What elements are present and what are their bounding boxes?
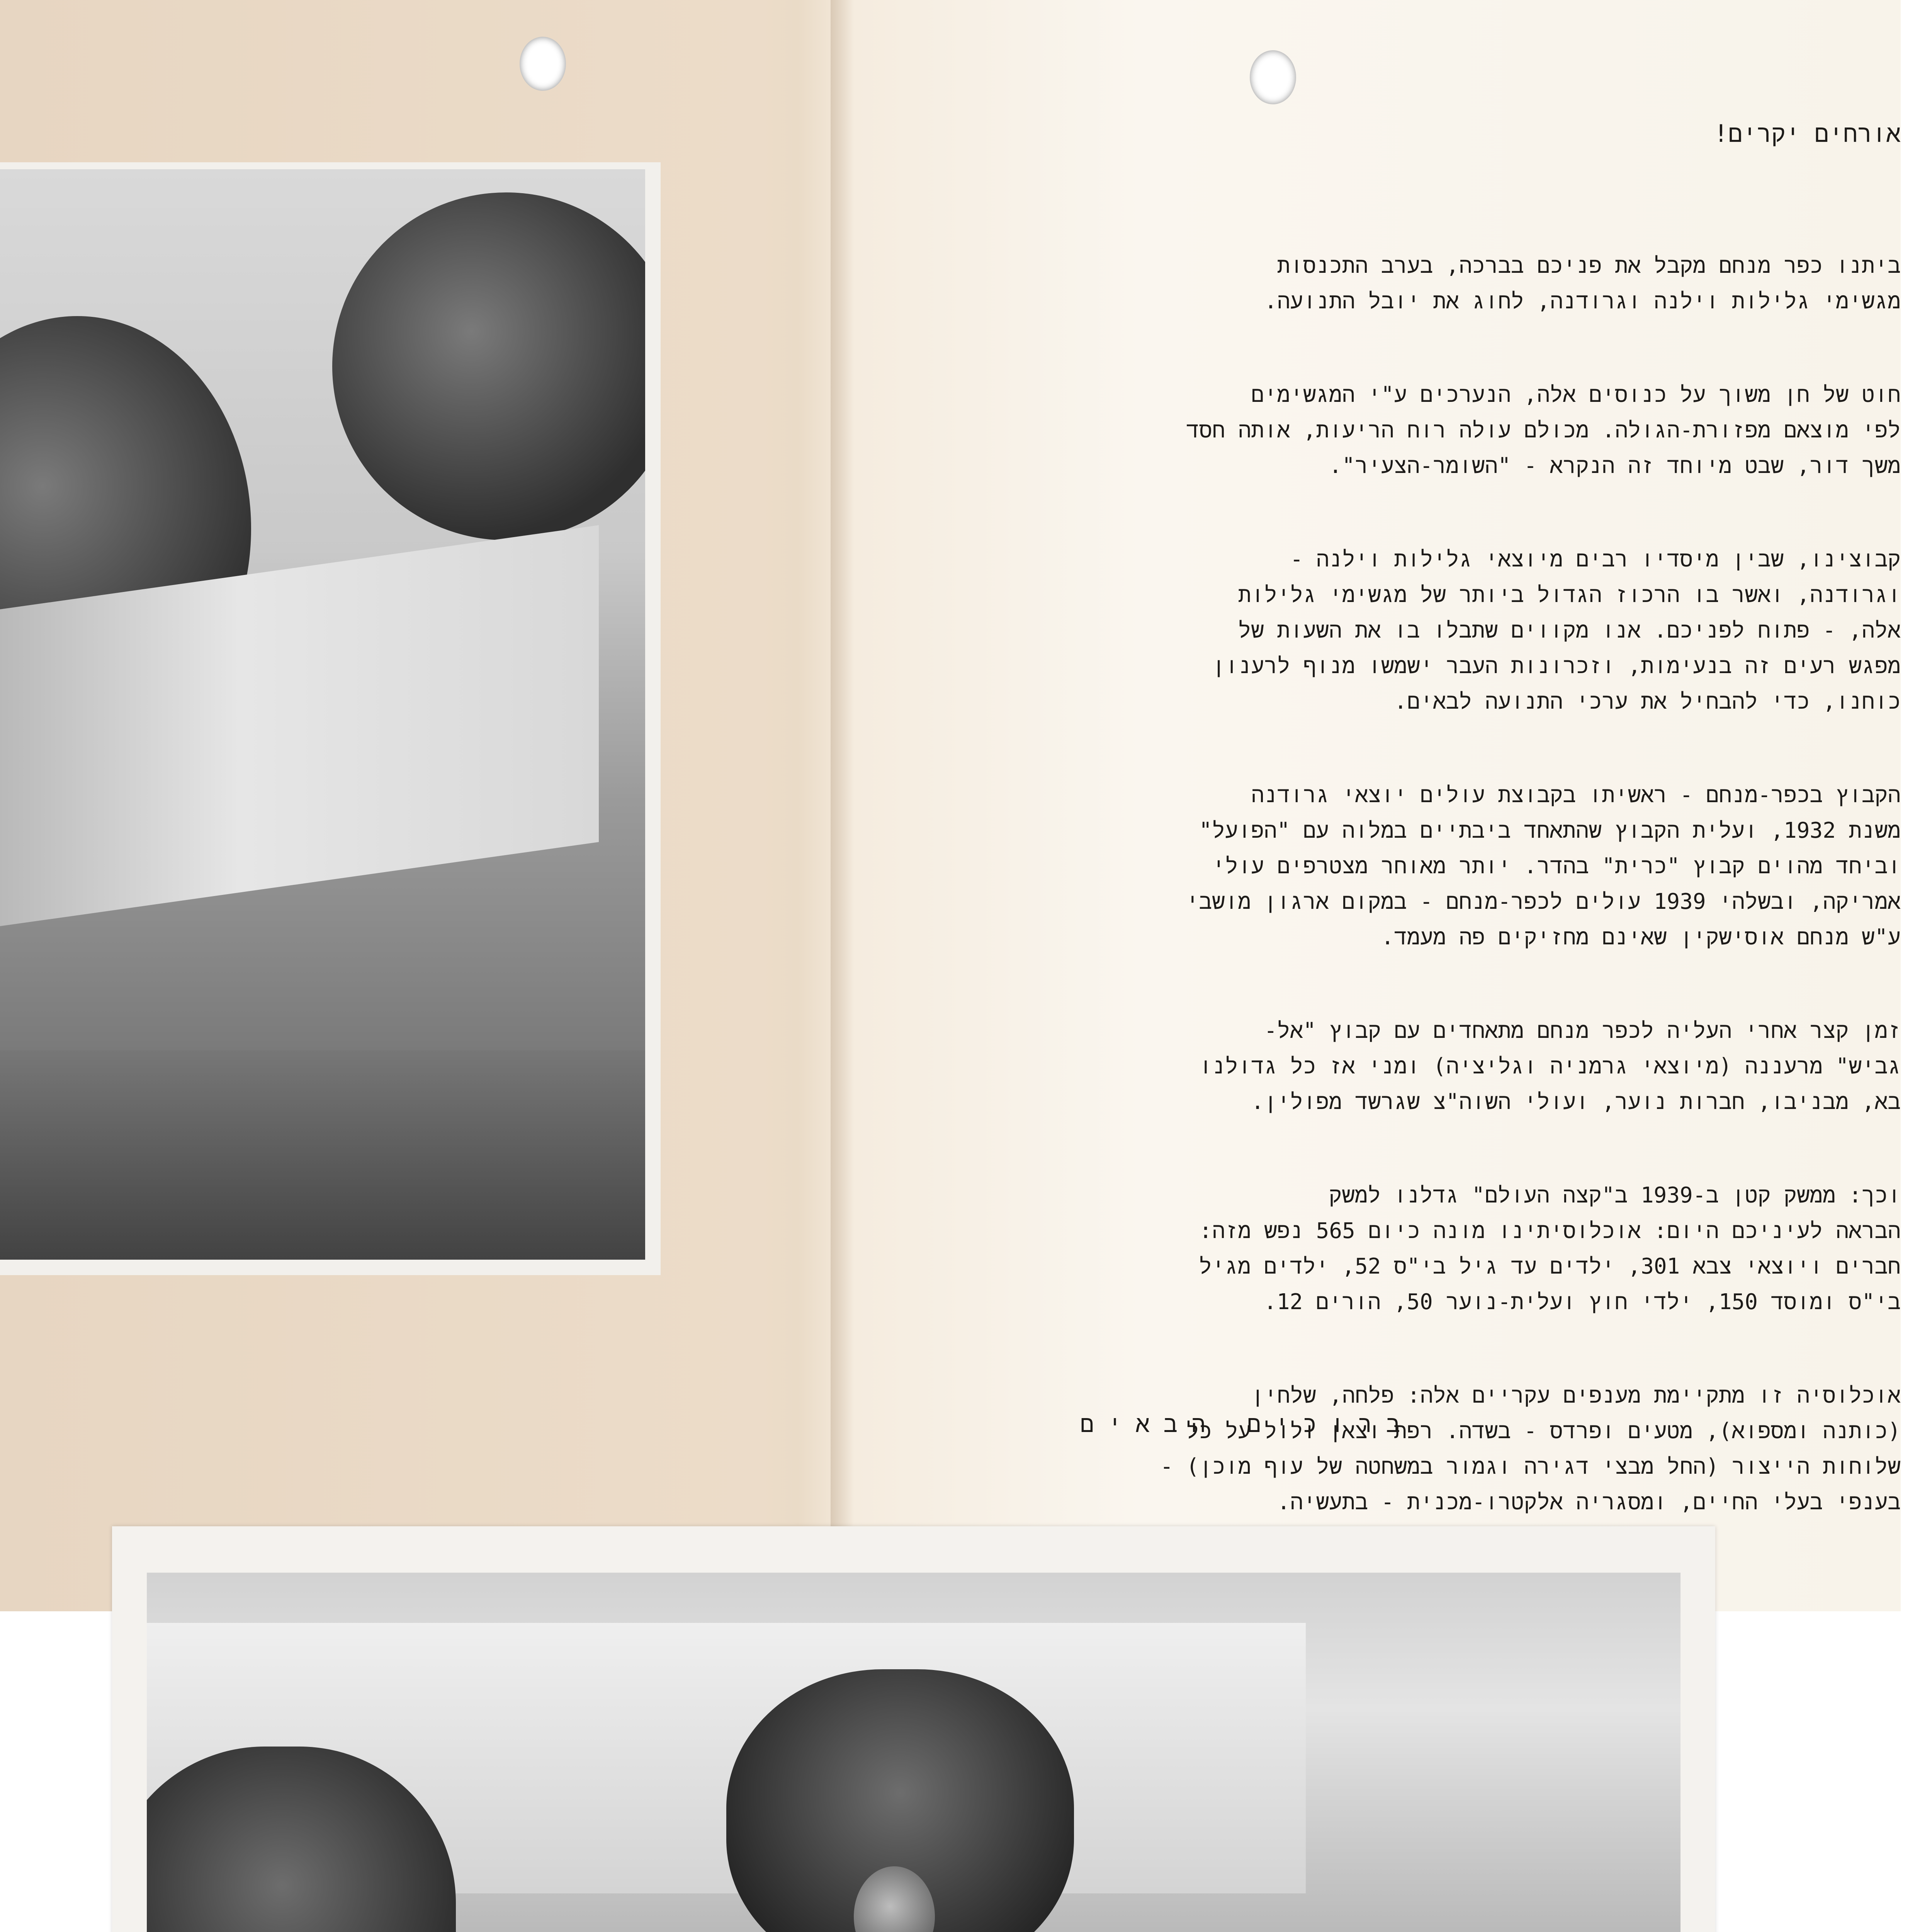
group-photo <box>112 1526 1715 1932</box>
building-photo <box>0 162 661 1275</box>
letter-paragraph: זמן קצר אחרי העליה לכפר מנחם מתאחדים עם קבוץ "אל- גביש" מרעננה (מיוצאי גרמניה וגליציה) ומני אז כל גדולנו בא, מבניבו, חברות נוער, ועולי השוה"צ שגרשד מפולין. <box>1199 1018 1901 1114</box>
ground <box>0 1050 645 1260</box>
letter-paragraph: קבוצינו, שבין מיסדיו רבים מיוצאי גלילות וילנה - וגרודנה, ואשר בו הרכוז הגדול ביותר של מגשימי גלילות אלה, - פתוח לפניכם. אנו מקווים שתבלו בו את השעות של מפגש רעים זה בנעימות, וזכרונות העבר ישמשו מנוף לרענון כוחנו, כדי להבחיל את ערכי התנועה לבאים. <box>1212 547 1901 714</box>
letter-paragraph: אוכלוסיה זו מתקיימת מענפים עקריים אלה: פלחה, שלחין (כותנה ומספוא), מטעים ופרדס - בשדה. רפת וצאן ולול על כל שלוחות הייצור (החל מבצי דגירה וגמור במשחטה של עוף מוכן) - בענפי בעלי החיים, ומסגריה אלקטרו-מכנית - בתעשיה. <box>1160 1383 1901 1515</box>
typed-letter <box>896 116 1901 1515</box>
letter-paragraph: הקבוץ בכפר-מנחם - ראשיתו בקבוצת עולים יוצאי גרודנה משנת 1932, ועלית הקבוץ שהתאחד ביבתיים במלוה עם "הפועל" וביחד מהוים קבוץ "כרית" בהדר. יותר מאוחר מצטרפים עולי אמריקה, ובשלהי 1939 עולים לכפר-מנחם - במקום ארגון מושבי ע"ש מנחם אוסישקין שאינם מחזיקים פה מעמד. <box>1186 782 1901 950</box>
letter-paragraph: חוט של חן משוך על כנוסים אלה, הנערכים ע"י המגשימים לפי מוצאם מפזורת-הגולה. מכולם עולה רוח הריעות, אותה חסד משך דור, שבט מיוחד זה הנקרא - "השומר-הצעיר". <box>1186 382 1901 478</box>
letter-paragraph: ביתנו כפר מנחם מקבל את פניכם בברכה, בערב התכנסות מגשימי גלילות וילנה וגרודנה, לחוג את יובל התנועה. <box>1264 253 1901 314</box>
letter-paragraph: וכך: ממשק קטן ב-1939 ב"קצה העולם" גדלנו למשק הבראה לעיניכם היום: אוכלוסיתינו מונה כיום 565 נפש מזה: חברים ויוצאי צבא 301, ילדים עד גיל בי"ס 52, ילדים מגיל בי"ס ומוסד 150, ילדי חוץ ועלית-נוער 50, הורים 12. <box>1199 1183 1901 1315</box>
group-photo-image <box>147 1573 1681 1932</box>
tree-canopy <box>332 192 645 540</box>
letter-closing: ברוכים הבאים <box>1080 1411 1414 1438</box>
letter-greeting: אורחים יקרים! <box>1714 119 1901 148</box>
punch-hole <box>520 37 566 91</box>
building-photo-image <box>0 169 645 1260</box>
punch-hole <box>1250 50 1296 104</box>
page-fold <box>831 0 854 1611</box>
